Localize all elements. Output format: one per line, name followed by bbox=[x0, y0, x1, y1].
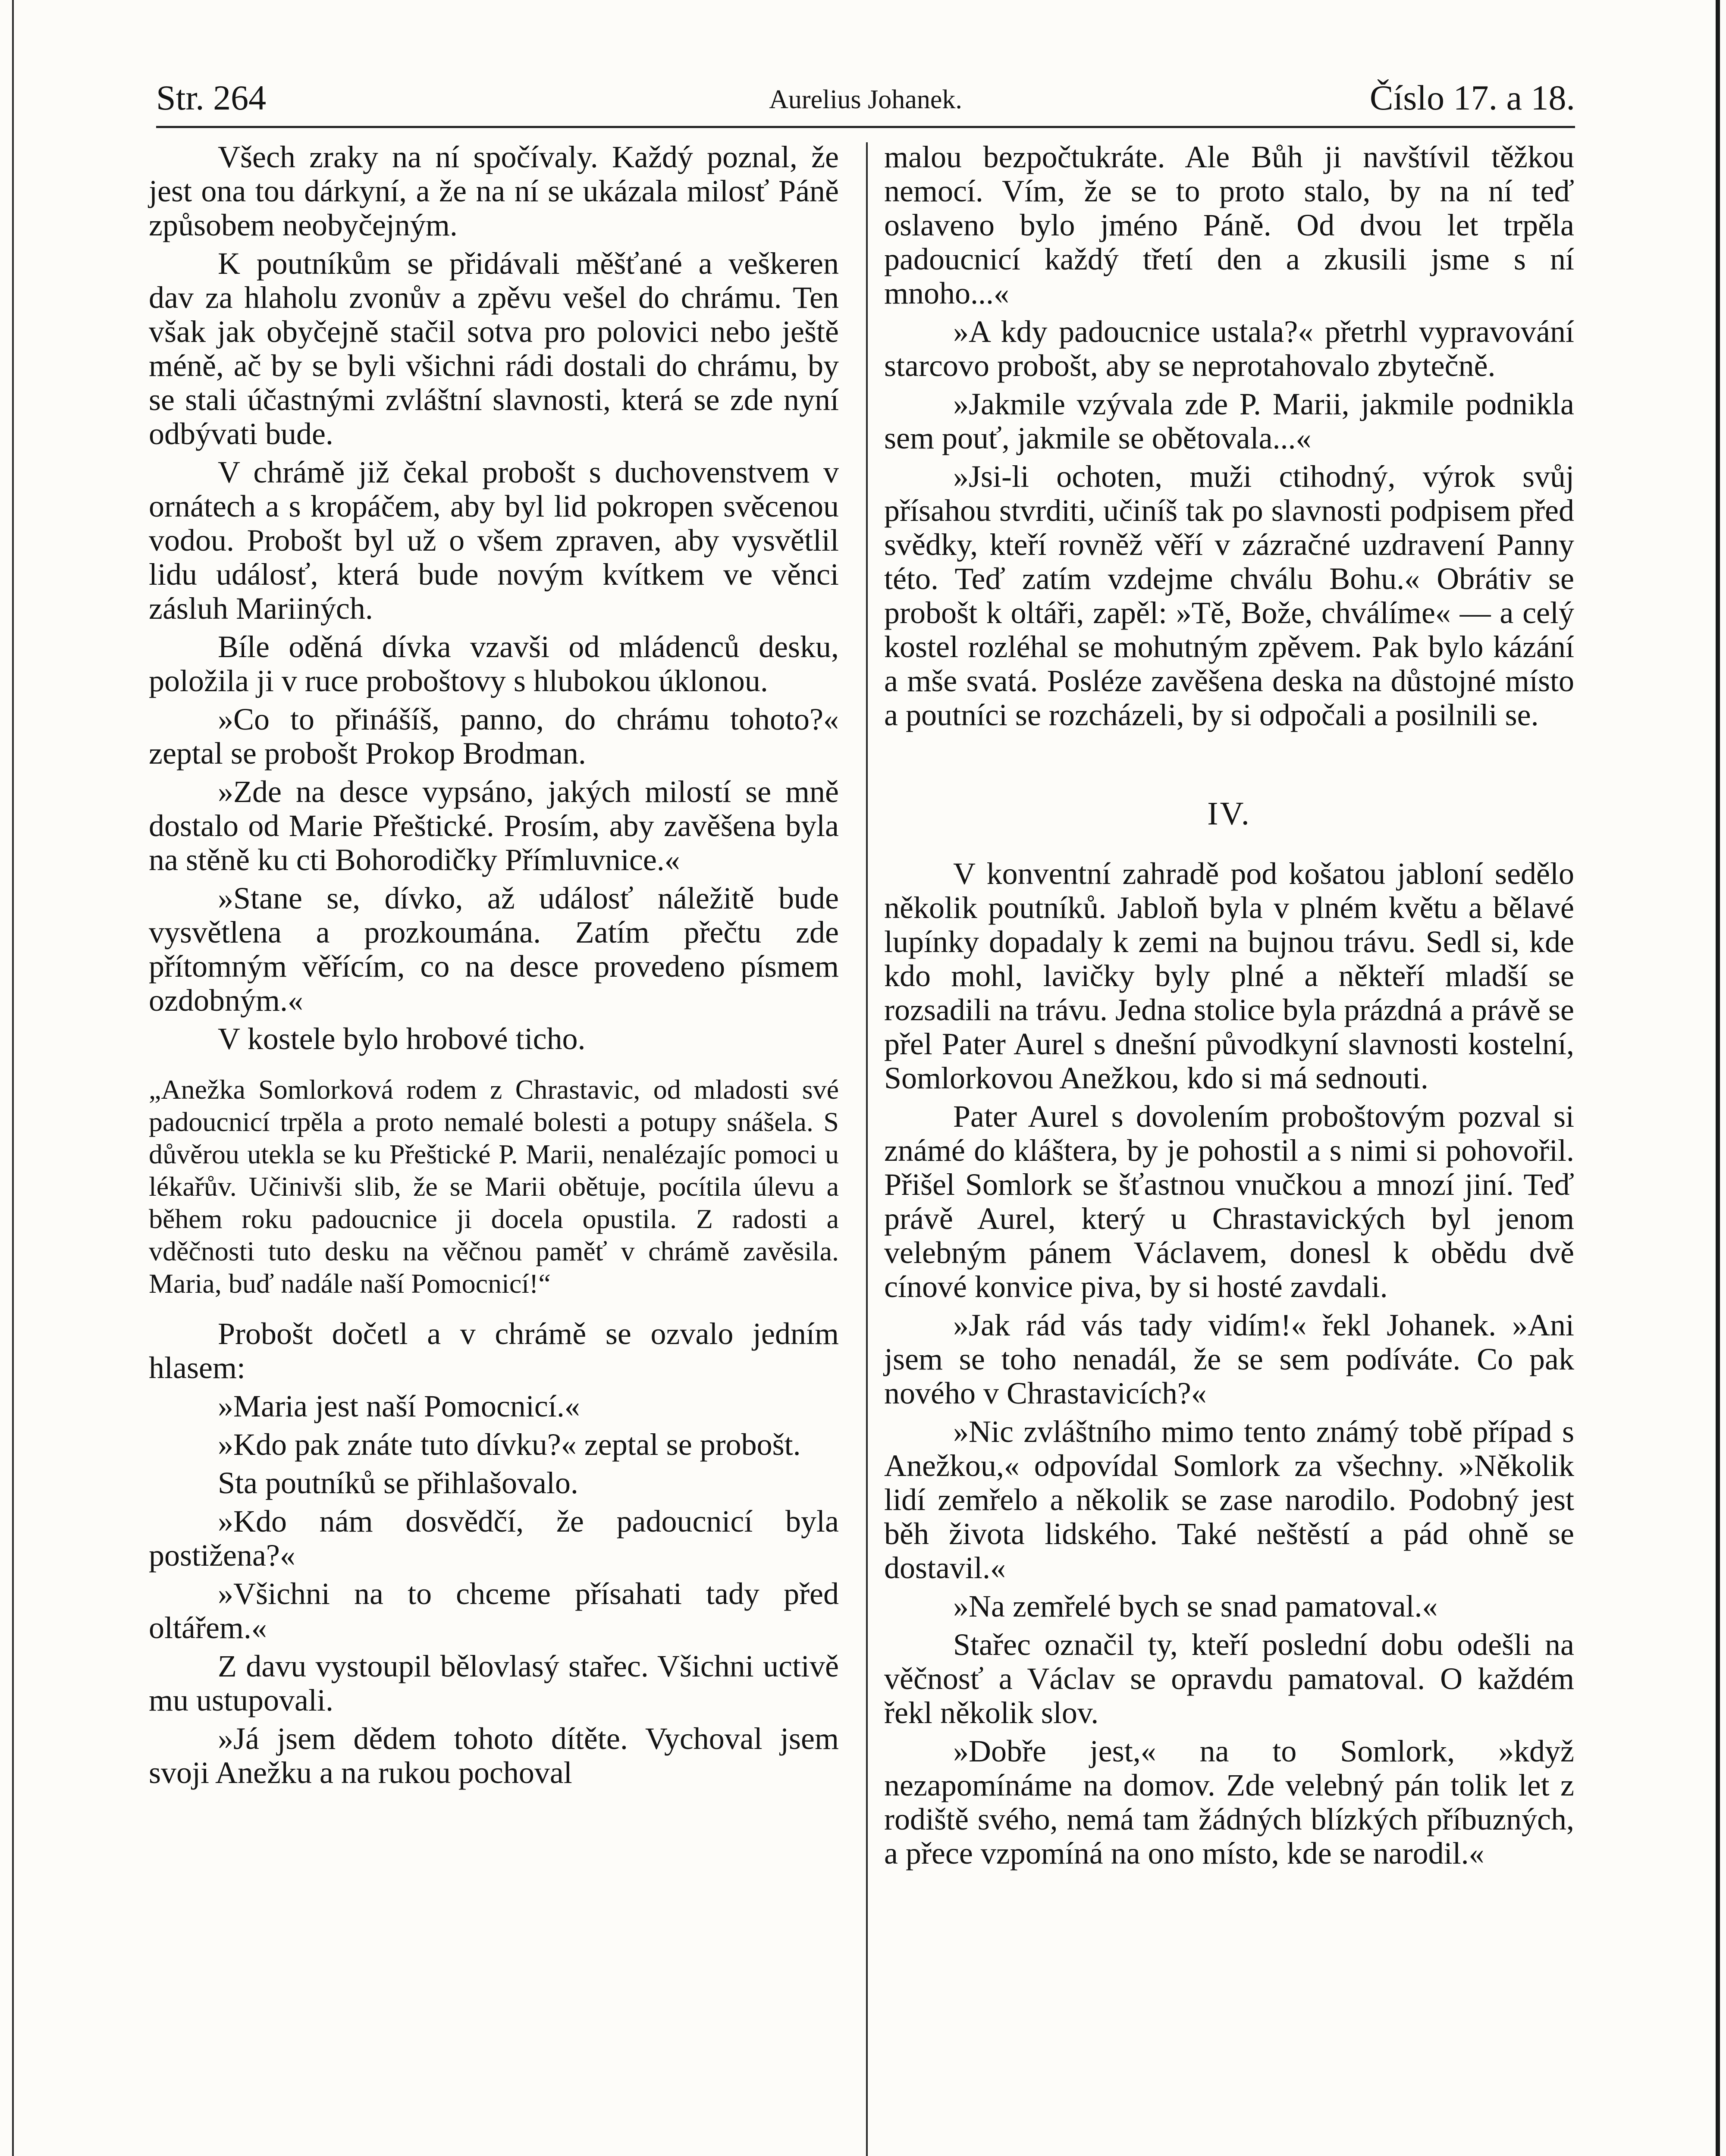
paragraph: »Kdo pak znáte tuto dívku?« zeptal se probošt. bbox=[218, 1427, 801, 1462]
paragraph: »Na zemřelé bych se snad pamatoval.« bbox=[953, 1589, 1438, 1623]
paragraph: Bíle oděná dívka vzavši od mládenců desku, položila ji v ruce proboštovy s hlubokou úklonou. bbox=[149, 630, 839, 698]
paragraph: Všech zraky na ní spočívaly. Každý poznal, že jest ona tou dárkyní, a že na ní se ukázala milosť Páně způsobem neobyčejným. bbox=[149, 140, 839, 242]
paragraph: V kostele bylo hrobové ticho. bbox=[218, 1022, 586, 1056]
running-title-author: Aurelius Johanek. bbox=[769, 85, 962, 114]
plaque-inscription: „Anežka Somlorková rodem z Chrastavic, od mladosti své padoucnicí trpěla a proto nemalé bolesti a potupy snášela. S důvěrou utekla se ku Přeštické P. Marii, nenalézajíc pomoci u lékařův. Učinivši slib, že se Marii obětuje, pocítila úlevu a během roku padoucnice ji docela opustila. Z radosti a vděčnosti tuto desku na věčnou paměť v chrámě zavěsila. Maria, buď nadále naší Pomocnicí!“ bbox=[149, 1074, 839, 1299]
issue-number: Číslo 17. a 18. bbox=[1369, 78, 1575, 117]
left-column bbox=[149, 140, 839, 2156]
paragraph: V chrámě již čekal probošt s duchovenstvem v ornátech a s kropáčem, aby byl lid pokropen svěcenou vodou. Probošt byl už o všem zpraven, aby vysvětlil lidu událosť, která bude novým kvítkem ve věnci zásluh Mariiných. bbox=[149, 455, 839, 626]
paragraph: »Maria jest naší Pomocnicí.« bbox=[218, 1389, 580, 1423]
paragraph: »Jak rád vás tady vidím!« řekl Johanek. »Ani jsem se toho nenadál, že se sem podíváte. Co pak nového v Chrastavicích?« bbox=[884, 1308, 1574, 1410]
page-header bbox=[156, 69, 1575, 129]
paragraph: »Nic zvláštního mimo tento známý tobě případ s Anežkou,« odpovídal Somlork za všechny. »Několik lidí zemřelo a několik se zase narodilo. Podobný jest běh života lidského. Také neštěstí a pád ohně se dostavil.« bbox=[884, 1414, 1574, 1585]
right-column bbox=[884, 140, 1574, 2156]
paragraph: »Dobře jest,« na to Somlork, »když nezapomínáme na domov. Zde velebný pán tolik let z rodiště svého, nemá tam žádných blízkých příbuzných, a přece vzpomíná na ono místo, kde se narodil.« bbox=[884, 1734, 1574, 1871]
paragraph: »Já jsem dědem tohoto dítěte. Vychoval jsem svoji Anežku a na rukou pochoval bbox=[149, 1721, 839, 1790]
column-divider bbox=[866, 142, 868, 2156]
page-number: Str. 264 bbox=[156, 78, 267, 117]
paragraph: »Zde na desce vypsáno, jakých milostí se mně dostalo od Marie Přeštické. Prosím, aby zavěšena byla na stěně ku cti Bohorodičky Přímluvnice.« bbox=[149, 774, 839, 877]
paragraph: »A kdy padoucnice ustala?« přetrhl vypravování starcovo probošt, aby se neprotahovalo zbytečně. bbox=[884, 314, 1574, 383]
paragraph: »Jakmile vzývala zde P. Marii, jakmile podnikla sem pouť, jakmile se obětovala...« bbox=[884, 387, 1574, 455]
paragraph: »Kdo nám dosvědčí, že padoucnicí byla postižena?« bbox=[149, 1504, 839, 1573]
paragraph: Probošt dočetl a v chrámě se ozvalo jedním hlasem: bbox=[149, 1316, 839, 1385]
paragraph: Z davu vystoupil bělovlasý stařec. Všichni uctivě mu ustupovali. bbox=[149, 1649, 839, 1717]
paragraph: Stařec označil ty, kteří poslední dobu odešli na věčnosť a Václav se opravdu pamatoval. O každém řekl několik slov. bbox=[884, 1627, 1574, 1730]
paragraph: Pater Aurel s dovolením proboštovým pozval si známé do kláštera, by je pohostil a s nimi si pohovořil. Přišel Somlork se šťastnou vnučkou a mnozí jiní. Teď právě Aurel, který u Chrastavických byl jenom velebným pánem Václavem, donesl k obědu dvě cínové konvice piva, by si hosté zavdali. bbox=[884, 1099, 1574, 1304]
paragraph: Sta poutníků se přihlašovalo. bbox=[218, 1466, 578, 1500]
paragraph: »Jsi-li ochoten, muži ctihodný, výrok svůj přísahou stvrditi, učiníš tak po slavnosti podpisem před svědky, kteří rovněž věří v zázračné uzdravení Panny této. Teď zatím vzdejme chválu Bohu.« Obrátiv se probošt k oltáři, zapěl: »Tě, Bože, chválíme« — a celý kostel rozléhal se mohutným zpěvem. Pak bylo kázání a mše svatá. Posléze zavěšena deska na důstojné místo a poutníci se rozcházeli, by si odpočali a posilnili se. bbox=[884, 459, 1574, 732]
paragraph: K poutníkům se přidávali měšťané a veškeren dav za hlaholu zvonův a zpěvu vešel do chrámu. Ten však jak obyčejně stačil sotva pro polovici nebo ještě méně, ač by se byli všichni rádi dostali do chrámu, by se stali účastnými zvláštní slavnosti, která se zde nyní odbývati bude. bbox=[149, 246, 839, 451]
paragraph: »Co to přinášíš, panno, do chrámu tohoto?« zeptal se probošt Prokop Brodman. bbox=[149, 702, 839, 771]
section-heading: IV. bbox=[1207, 796, 1251, 832]
paragraph: V konventní zahradě pod košatou jabloní sedělo několik poutníků. Jabloň byla v plném květu a bělavé lupínky dopadaly k zemi na bujnou trávu. Sedl si, kde kdo mohl, lavičky byly plné a někteří mladší se rozsadili na trávu. Jedna stolice byla prázdná a právě se přel Pater Aurel s dnešní původkyní slavnosti kostelní, Somlorkovou Anežkou, kdo si má sednouti. bbox=[884, 856, 1574, 1095]
header-rule bbox=[156, 126, 1575, 128]
paragraph: »Všichni na to chceme přísahati tady před oltářem.« bbox=[149, 1576, 839, 1645]
paragraph: »Stane se, dívko, až událosť náležitě bude vysvětlena a prozkoumána. Zatím přečtu zde přítomným věřícím, co na desce provedeno písmem ozdobným.« bbox=[149, 881, 839, 1018]
paragraph-continued: malou bezpočtukráte. Ale Bůh ji navštívil těžkou nemocí. Vím, že se to proto stalo, by na ní teď oslaveno bylo jméno Páně. Od dvou let trpěla padoucnicí každý třetí den a zkusili jsme s ní mnoho...« bbox=[884, 140, 1574, 310]
